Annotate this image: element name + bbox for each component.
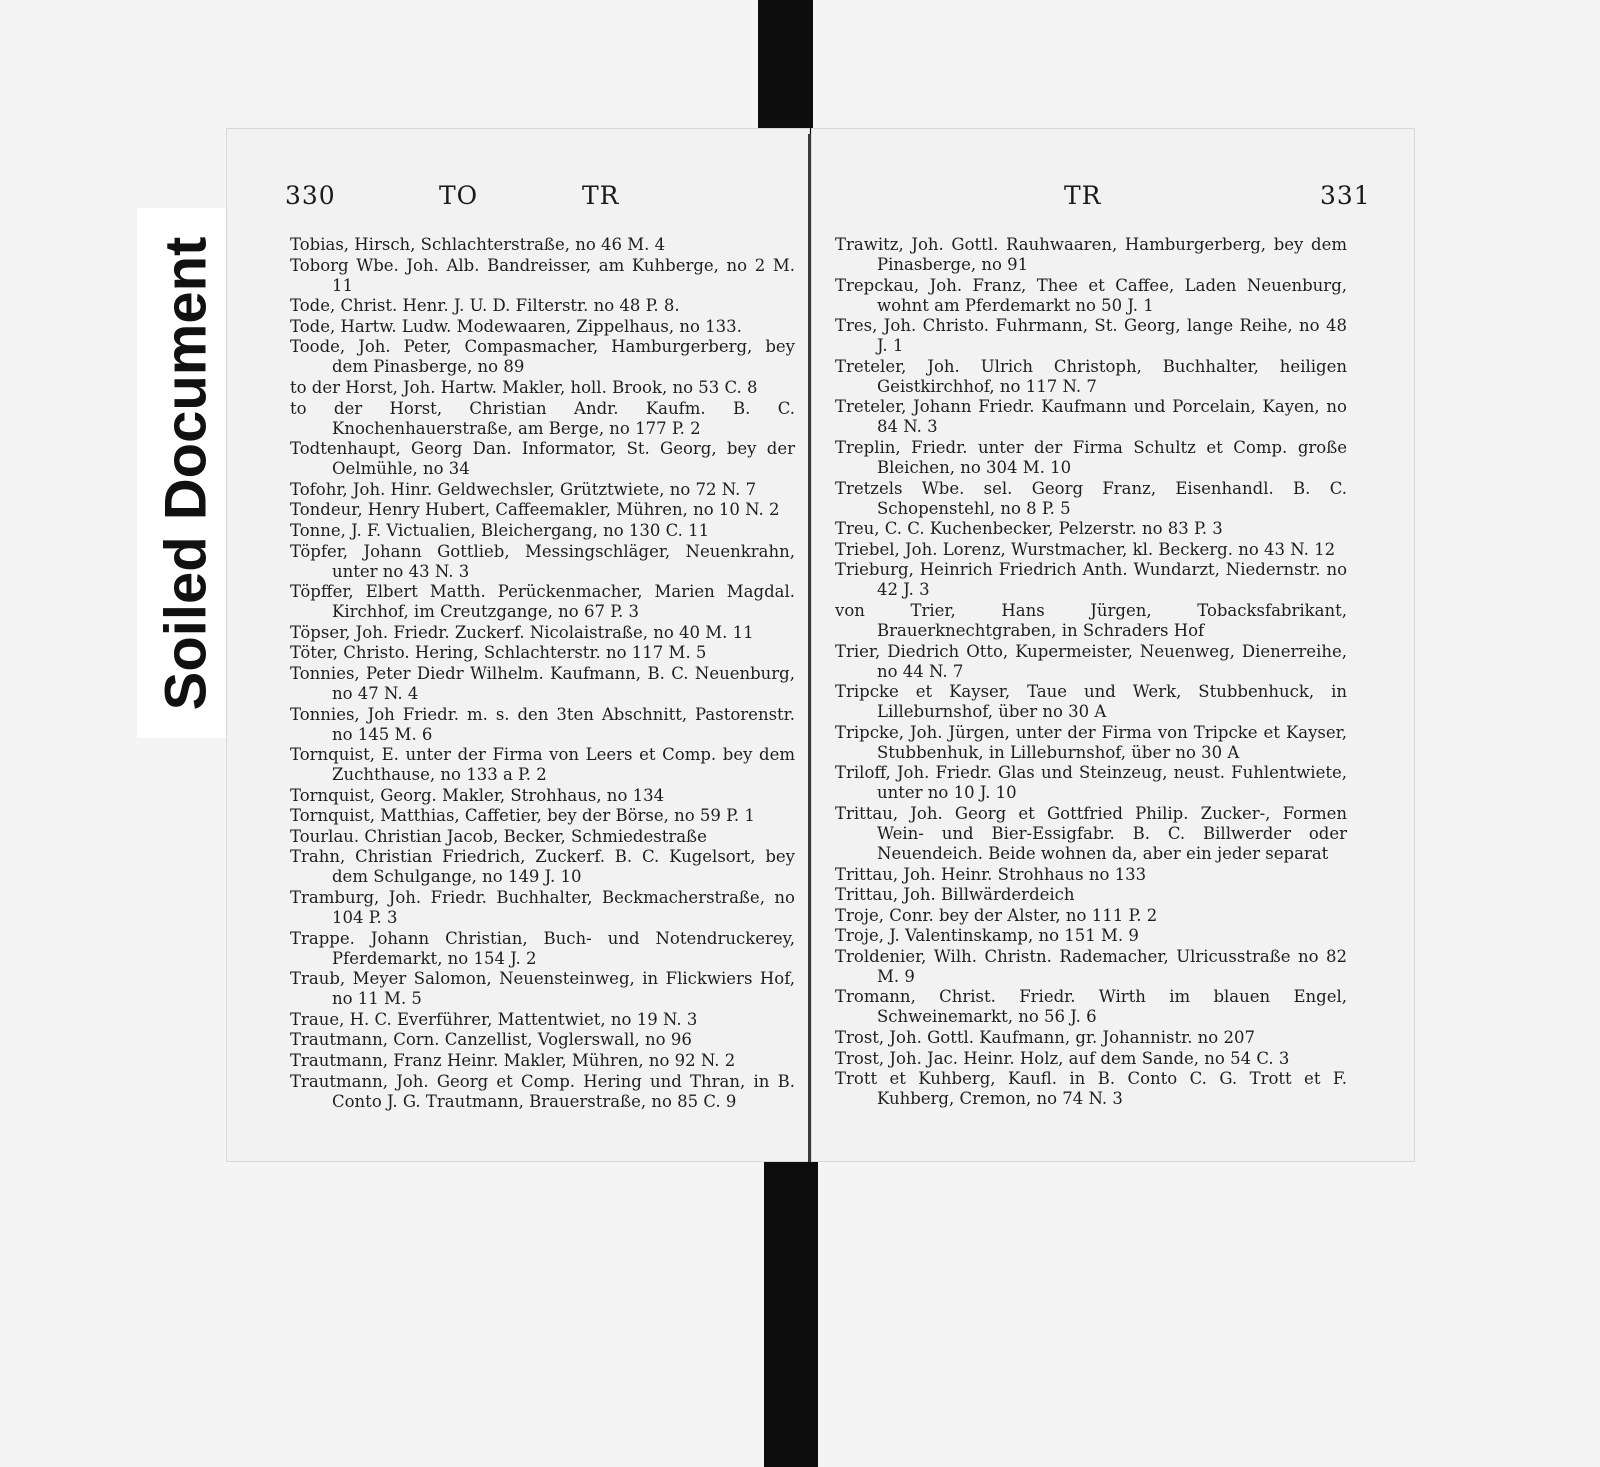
- directory-entry: Töpser, Joh. Friedr. Zuckerf. Nicolaistraße, no 40 M. 11: [290, 622, 754, 642]
- directory-entry: Tromann, Christ. Friedr. Wirth im blauen Engel, Schweinemarkt, no 56 J. 6: [835, 987, 1347, 1027]
- directory-entry: Tornquist, Matthias, Caffetier, bey der Börse, no 59 P. 1: [290, 806, 755, 826]
- directory-entry: Trautmann, Joh. Georg et Comp. Hering und Thran, in B. Conto J. G. Trautmann, Brauerstraße, no 85 C. 9: [290, 1071, 795, 1111]
- right-page-number: 331: [1320, 181, 1371, 210]
- directory-entry: Töpffer, Elbert Matth. Perückenmacher, Marien Magdal. Kirchhof, im Creutzgange, no 67 P. 3: [290, 582, 795, 622]
- directory-entry: Tondeur, Henry Hubert, Caffeemakler, Mühren, no 10 N. 2: [290, 500, 780, 520]
- directory-entry: Toborg Wbe. Joh. Alb. Bandreisser, am Kuhberge, no 2 M. 11: [290, 255, 795, 295]
- directory-entry: Tres, Joh. Christo. Fuhrmann, St. Georg, lange Reihe, no 48 J. 1: [835, 316, 1347, 356]
- black-strip-top: [758, 0, 813, 137]
- directory-entry: Treteler, Joh. Ulrich Christoph, Buchhalter, heiligen Geistkirchhof, no 117 N. 7: [835, 356, 1347, 396]
- directory-entry: Trittau, Joh. Heinr. Strohhaus no 133: [835, 864, 1147, 884]
- directory-entry: Trautmann, Corn. Canzellist, Voglerswall, no 96: [290, 1030, 692, 1050]
- left-page: [226, 128, 810, 1162]
- directory-entry: to der Horst, Joh. Hartw. Makler, holl. Brook, no 53 C. 8: [290, 377, 758, 397]
- directory-entry: von Trier, Hans Jürgen, Tobacksfabrikant, Brauerknechtgraben, in Schraders Hof: [835, 600, 1347, 640]
- directory-entry: Trautmann, Franz Heinr. Makler, Mühren, no 92 N. 2: [290, 1051, 736, 1071]
- black-strip-bottom: [764, 1157, 818, 1467]
- directory-entry: Trahn, Christian Friedrich, Zuckerf. B. C. Kugelsort, bey dem Schulgange, no 149 J. 10: [290, 847, 795, 887]
- left-header-to: TO: [439, 181, 479, 210]
- directory-entry: Trittau, Joh. Georg et Gottfried Philip. Zucker-, Formen Wein- und Bier-Essigfabr. B. C. Billwerder oder Neuendeich. Beide wohnen da, aber ein jeder separat: [835, 803, 1347, 863]
- directory-entry: Trawitz, Joh. Gottl. Rauhwaaren, Hamburgerberg, bey dem Pinasberge, no 91: [835, 235, 1347, 274]
- directory-entry: Todtenhaupt, Georg Dan. Informator, St. Georg, bey der Oelmühle, no 34: [290, 439, 795, 479]
- directory-entry: Treplin, Friedr. unter der Firma Schultz et Comp. große Bleichen, no 304 M. 10: [835, 437, 1347, 477]
- directory-entry: Tornquist, E. unter der Firma von Leers et Comp. bey dem Zuchthause, no 133 a P. 2: [290, 745, 795, 785]
- left-entries: [290, 235, 795, 1112]
- directory-entry: Tripcke et Kayser, Taue und Werk, Stubbenhuck, in Lilleburnshof, über no 30 A: [835, 682, 1347, 722]
- directory-entry: Troje, J. Valentinskamp, no 151 M. 9: [835, 926, 1139, 946]
- directory-entry: Trost, Joh. Gottl. Kaufmann, gr. Johannistr. no 207: [835, 1028, 1255, 1048]
- directory-entry: Tornquist, Georg. Makler, Strohhaus, no 134: [290, 785, 665, 805]
- directory-entry: Trappe. Johann Christian, Buch- und Notendruckerey, Pferdemarkt, no 154 J. 2: [290, 928, 795, 968]
- right-header-tr: TR: [1064, 181, 1102, 210]
- directory-entry: Töpfer, Johann Gottlieb, Messingschläger, Neuenkrahn, unter no 43 N. 3: [290, 541, 795, 581]
- directory-entry: Töter, Christo. Hering, Schlachterstr. no 117 M. 5: [290, 643, 707, 663]
- directory-entry: Tonne, J. F. Victualien, Bleichergang, no 130 C. 11: [290, 520, 710, 540]
- right-page: [811, 128, 1415, 1162]
- directory-entry: Tofohr, Joh. Hinr. Geldwechsler, Grütztwiete, no 72 N. 7: [290, 479, 757, 499]
- directory-entry: Traub, Meyer Salomon, Neuensteinweg, in Flickwiers Hof, no 11 M. 5: [290, 969, 795, 1009]
- directory-entry: Trott et Kuhberg, Kaufl. in B. Conto C. G. Trott et F. Kuhberg, Cremon, no 74 N. 3: [835, 1069, 1347, 1109]
- directory-entry: Tourlau. Christian Jacob, Becker, Schmiedestraße: [290, 826, 707, 846]
- directory-entry: Trittau, Joh. Billwärderdeich: [835, 885, 1075, 905]
- directory-entry: Triloff, Joh. Friedr. Glas und Steinzeug, neust. Fuhlentwiete, unter no 10 J. 10: [835, 763, 1347, 803]
- directory-entry: Troje, Conr. bey der Alster, no 111 P. 2: [835, 905, 1158, 925]
- directory-entry: Tode, Hartw. Ludw. Modewaaren, Zippelhaus, no 133.: [290, 316, 742, 336]
- directory-entry: Tode, Christ. Henr. J. U. D. Filterstr. no 48 P. 8.: [290, 296, 680, 316]
- directory-entry: Treteler, Johann Friedr. Kaufmann und Porcelain, Kayen, no 84 N. 3: [835, 397, 1347, 437]
- directory-entry: Tramburg, Joh. Friedr. Buchhalter, Beckmacherstraße, no 104 P. 3: [290, 888, 795, 928]
- directory-entry: Triebel, Joh. Lorenz, Wurstmacher, kl. Beckerg. no 43 N. 12: [835, 539, 1336, 559]
- directory-entry: Trost, Joh. Jac. Heinr. Holz, auf dem Sande, no 54 C. 3: [835, 1048, 1290, 1068]
- directory-entry: Tobias, Hirsch, Schlachterstraße, no 46 M. 4: [290, 235, 666, 254]
- directory-entry: Tripcke, Joh. Jürgen, unter der Firma von Tripcke et Kayser, Stubbenhuk, in Lilleburnshof, über no 30 A: [835, 722, 1347, 762]
- directory-entry: Trepckau, Joh. Franz, Thee et Caffee, Laden Neuenburg, wohnt am Pferdemarkt no 50 J. 1: [835, 275, 1347, 315]
- directory-entry: Trieburg, Heinrich Friedrich Anth. Wundarzt, Niedernstr. no 42 J. 3: [835, 560, 1347, 600]
- directory-entry: Traue, H. C. Everführer, Mattentwiet, no 19 N. 3: [290, 1009, 698, 1029]
- soiled-document-text: Soiled Document: [153, 236, 219, 710]
- directory-entry: to der Horst, Christian Andr. Kaufm. B. C. Knochenhauerstraße, am Berge, no 177 P. 2: [290, 398, 795, 438]
- directory-entry: Tonnies, Peter Diedr Wilhelm. Kaufmann, B. C. Neuenburg, no 47 N. 4: [290, 663, 795, 703]
- directory-entry: Tretzels Wbe. sel. Georg Franz, Eisenhandl. B. C. Schopenstehl, no 8 P. 5: [835, 478, 1347, 518]
- left-header-tr: TR: [582, 181, 620, 210]
- directory-entry: Troldenier, Wilh. Christn. Rademacher, Ulricusstraße no 82 M. 9: [835, 946, 1347, 986]
- left-page-number: 330: [285, 181, 336, 210]
- right-entries: [835, 235, 1347, 1110]
- directory-entry: Treu, C. C. Kuchenbecker, Pelzerstr. no 83 P. 3: [835, 519, 1223, 539]
- soiled-document-label: [137, 208, 235, 738]
- directory-entry: Tonnies, Joh Friedr. m. s. den 3ten Abschnitt, Pastorenstr. no 145 M. 6: [290, 704, 795, 744]
- directory-entry: Toode, Joh. Peter, Compasmacher, Hamburgerberg, bey dem Pinasberge, no 89: [290, 337, 795, 377]
- directory-entry: Trier, Diedrich Otto, Kupermeister, Neuenweg, Dienerreihe, no 44 N. 7: [835, 641, 1347, 681]
